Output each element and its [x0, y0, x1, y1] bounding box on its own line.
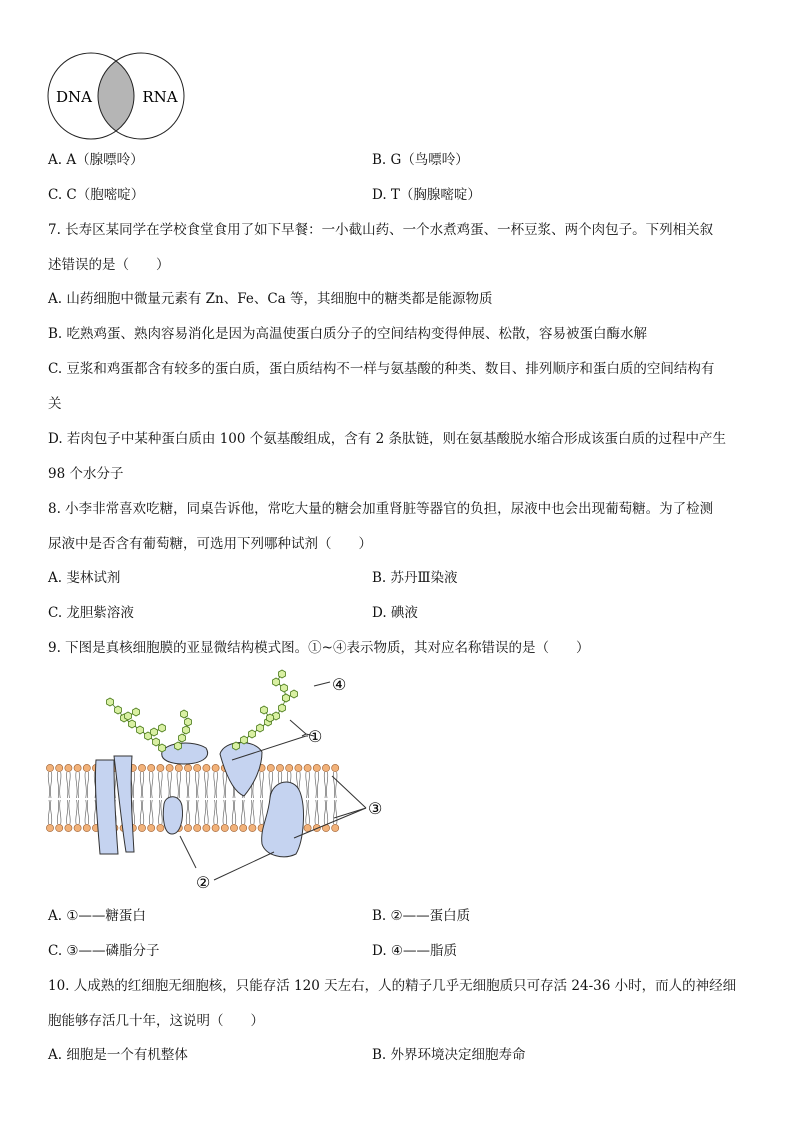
membrane-proteins [95, 742, 303, 856]
q9-option-a[interactable]: A. ①——糖蛋白 [48, 908, 146, 924]
q8-option-d[interactable]: D. 碘液 [372, 605, 418, 621]
q10-stem-line2: 胞能够存活几十年，这说明（ ） [48, 1013, 264, 1029]
venn-label-rna: RNA [142, 88, 178, 106]
dna-rna-venn-diagram [46, 50, 186, 142]
q6-option-b[interactable]: B. G（鸟嘌呤） [372, 152, 469, 168]
q9-option-b[interactable]: B. ②——蛋白质 [372, 908, 471, 924]
q8-option-a[interactable]: A. 斐林试剂 [48, 570, 121, 586]
q10-option-b[interactable]: B. 外界环境决定细胞寿命 [372, 1047, 526, 1063]
q9-stem: 9. 下图是真核细胞膜的亚显微结构模式图。①~④表示物质，其对应名称错误的是（ ） [48, 640, 590, 656]
q7-option-b[interactable]: B. 吃熟鸡蛋、熟肉容易消化是因为高温使蛋白质分子的空间结构变得伸展、松散，容易被蛋白酶水解 [48, 326, 648, 342]
sugar-chains [107, 670, 298, 752]
q7-option-c-line1[interactable]: C. 豆浆和鸡蛋都含有较多的蛋白质，蛋白质结构不一样与氨基酸的种类、数目、排列顺序和蛋白质的空间结构有 [48, 361, 715, 377]
label-1: ① [308, 727, 323, 746]
q6-option-a[interactable]: A. A（腺嘌呤） [48, 152, 144, 168]
q7-option-c-line2[interactable]: 关 [48, 396, 62, 412]
venn-label-dna: DNA [56, 88, 92, 106]
q8-stem-line2: 尿液中是否含有葡萄糖，可选用下列哪种试剂（ ） [48, 536, 372, 552]
q10-option-a[interactable]: A. 细胞是一个有机整体 [48, 1047, 188, 1063]
q7-option-d-line2[interactable]: 98 个水分子 [48, 466, 124, 482]
q9-option-c[interactable]: C. ③——磷脂分子 [48, 943, 160, 959]
label-4: ④ [332, 675, 347, 694]
q8-stem-line1: 8. 小李非常喜欢吃糖，同桌告诉他，常吃大量的糖会加重肾脏等器官的负担，尿液中也会出现葡萄糖。为了检测 [48, 501, 714, 517]
label-3: ③ [368, 799, 383, 818]
q7-stem-line1: 7. 长寿区某同学在学校食堂食用了如下早餐：一小截山药、一个水煮鸡蛋、一杯豆浆、两个肉包子。下列相关叙 [48, 222, 714, 238]
label-2: ② [196, 873, 211, 892]
q7-option-a[interactable]: A. 山药细胞中微量元素有 Zn、Fe、Ca 等，其细胞中的糖类都是能源物质 [48, 291, 493, 307]
q10-stem-line1: 10. 人成熟的红细胞无细胞核，只能存活 120 天左右，人的精子几乎无细胞质只可存活 24-36 小时，而人的神经细 [48, 978, 737, 994]
cell-membrane-diagram [44, 668, 394, 896]
q8-option-b[interactable]: B. 苏丹Ⅲ染液 [372, 570, 458, 586]
q7-option-d-line1[interactable]: D. 若肉包子中某种蛋白质由 100 个氨基酸组成，含有 2 条肽链，则在氨基酸脱水缩合形成该蛋白质的过程中产生 [48, 431, 726, 447]
q8-option-c[interactable]: C. 龙胆紫溶液 [48, 605, 134, 621]
q7-stem-line2: 述错误的是（ ） [48, 257, 170, 273]
q6-option-c[interactable]: C. C（胞嘧啶） [48, 187, 145, 203]
q6-option-d[interactable]: D. T（胸腺嘧啶） [372, 187, 481, 203]
q9-option-d[interactable]: D. ④——脂质 [372, 943, 458, 959]
